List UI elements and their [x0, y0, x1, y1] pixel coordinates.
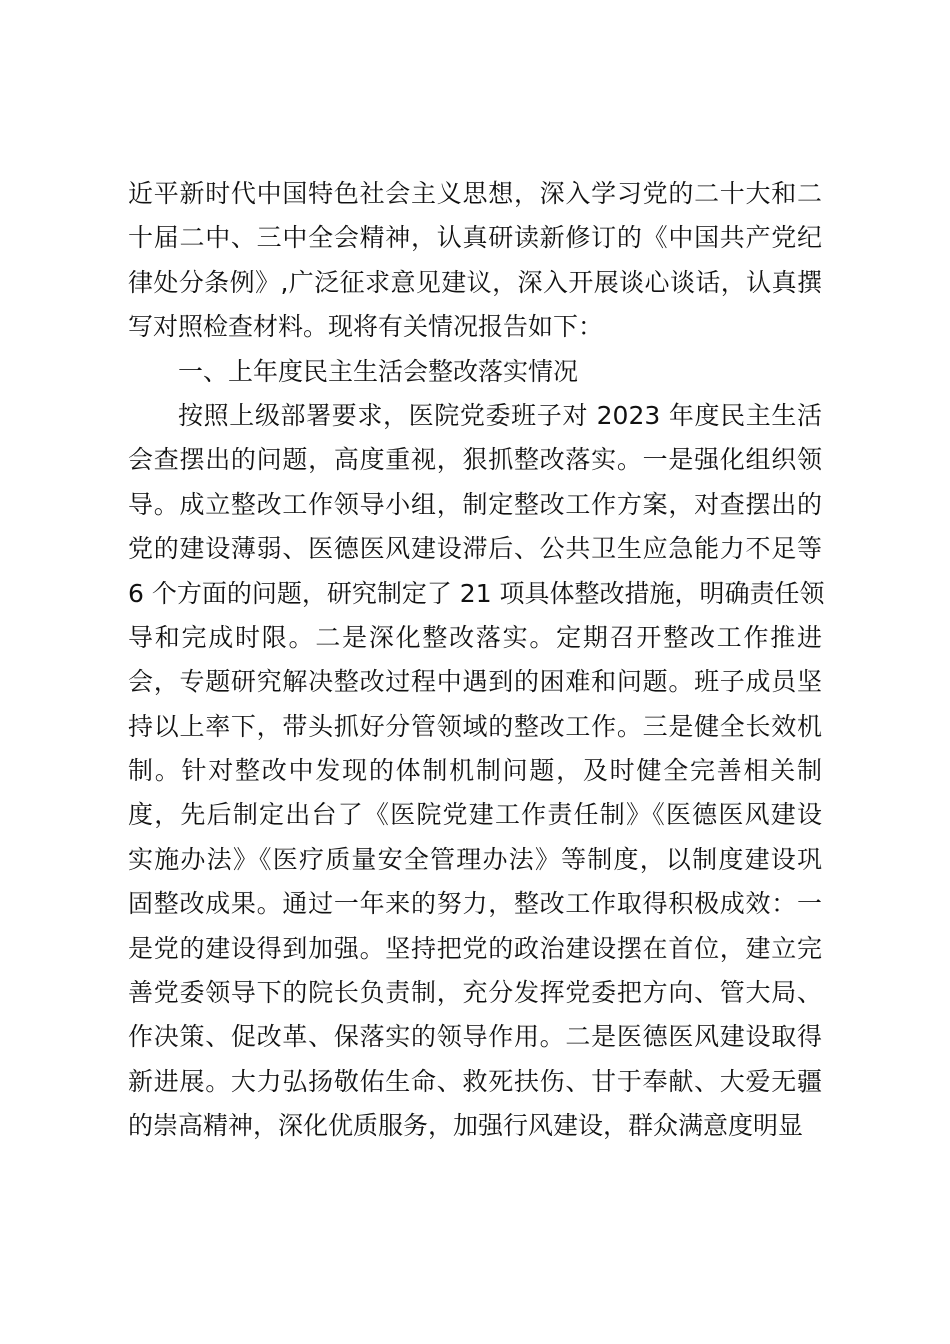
document-body: [128, 172, 825, 1149]
text-line: 是党的建设得到加强。坚持把党的政治建设摆在首位，建立完: [128, 933, 822, 963]
text-line: 按照上级部署要求，医院党委班子对 2023 年度民主生活: [178, 400, 822, 430]
text-line: 党的建设薄弱、医德医风建设滞后、公共卫生应急能力不足等: [128, 534, 822, 564]
text-line: 新进展。大力弘扬敬佑生命、救死扶伤、甘于奉献、大爱无疆: [128, 1066, 822, 1096]
text-line: 十届二中、三中全会精神，认真研读新修订的《中国共产党纪: [128, 223, 822, 253]
text-line: 导。成立整改工作领导小组，制定整改工作方案，对查摆出的: [128, 489, 822, 519]
text-line: 固整改成果。通过一年来的努力，整改工作取得积极成效：一: [128, 889, 822, 919]
text-line: 作决策、促改革、保落实的领导作用。二是医德医风建设取得: [128, 1022, 822, 1052]
text-line: 的崇高精神，深化优质服务，加强行风建设，群众满意度明显: [128, 1111, 804, 1141]
text-line: 近平新时代中国特色社会主义思想，深入学习党的二十大和二: [128, 179, 822, 208]
text-line: 会，专题研究解决整改过程中遇到的困难和问题。班子成员坚: [128, 667, 822, 697]
section-heading-1: [128, 350, 822, 394]
text-line: 持以上率下，带头抓好分管领域的整改工作。三是健全长效机: [128, 711, 822, 741]
text-line: 律处分条例》,广泛征求意见建议，深入开展谈心谈话，认真撰: [128, 267, 822, 297]
text-line: 一、上年度民主生活会整改落实情况: [178, 356, 579, 386]
text-line: 实施办法》《医疗质量安全管理办法》等制度，以制度建设巩: [128, 844, 822, 874]
body-paragraph-1: [128, 394, 825, 1149]
text-line: 6 个方面的问题，研究制定了 21 项具体整改措施，明确责任领: [128, 578, 825, 608]
text-line: 制。针对整改中发现的体制机制问题，及时健全完善相关制: [128, 756, 822, 786]
text-line: 度，先后制定出台了《医院党建工作责任制》《医德医风建设: [128, 800, 822, 830]
text-line: 善党委领导下的院长负责制，充分发挥党委把方向、管大局、: [128, 978, 822, 1008]
text-line: 写对照检查材料。现将有关情况报告如下：: [128, 312, 604, 342]
intro-paragraph: [128, 172, 822, 350]
text-line: 会查摆出的问题，高度重视，狠抓整改落实。一是强化组织领: [128, 445, 822, 475]
text-line: 导和完成时限。二是深化整改落实。定期召开整改工作推进: [128, 622, 822, 652]
